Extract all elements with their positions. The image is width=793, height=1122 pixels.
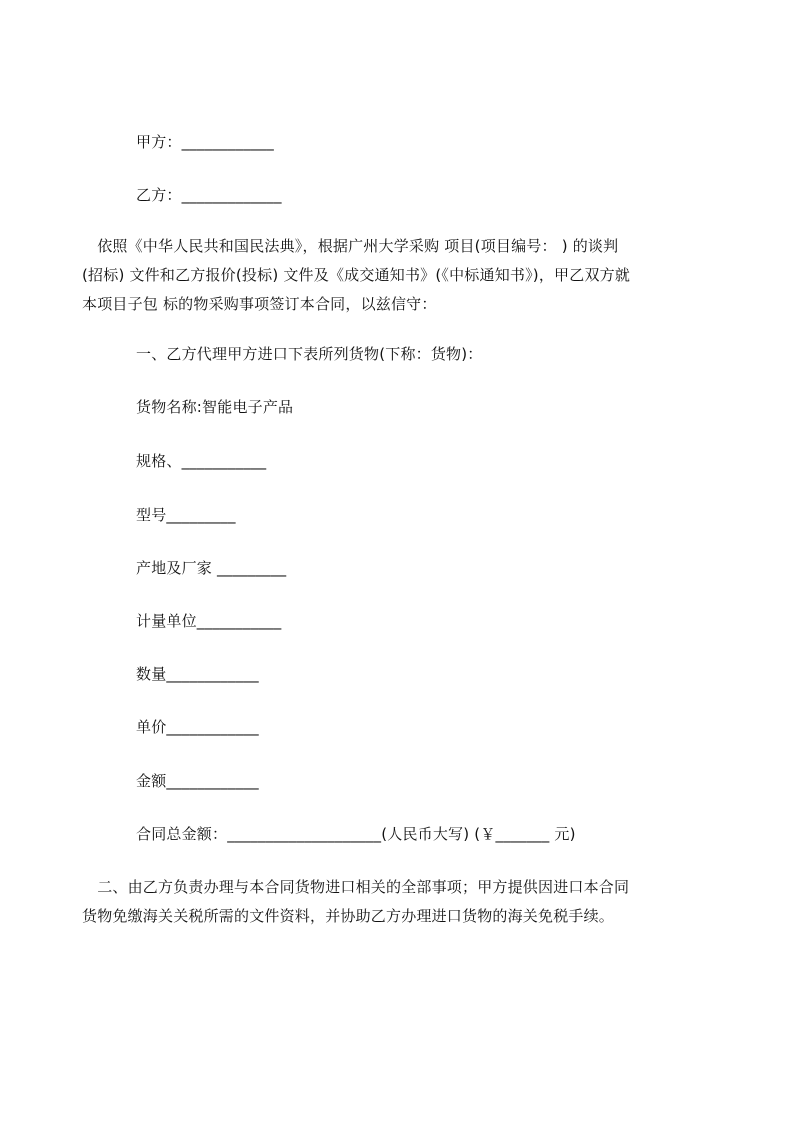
section-2-line-1: 二、由乙方负责办理与本合同货物进口相关的全部事项；甲方提供因进口本合同 xyxy=(82,878,630,896)
party-b-line: 乙方：_____________ xyxy=(136,186,282,204)
section-1-heading: 一、乙方代理甲方进口下表所列货物(下称：货物)： xyxy=(136,345,483,363)
section-2-line-2: 货物免缴海关关税所需的文件资料，并协助乙方办理进口货物的海关免税手续。 xyxy=(82,907,615,925)
model-field: 型号_________ xyxy=(136,506,236,524)
intro-line-1: 依照《中华人民共和国民法典》，根据广州大学采购 项目(项目编号： ) 的谈判 xyxy=(82,237,619,255)
intro-line-2: (招标) 文件和乙方报价(投标) 文件及《成交通知书》(《中标通知书》)，甲乙双方就 xyxy=(82,266,631,284)
quantity-field: 数量____________ xyxy=(136,665,259,683)
party-a-line: 甲方：____________ xyxy=(136,133,275,151)
amount-field: 金额____________ xyxy=(136,772,259,790)
intro-line-3: 本项目子包 标的物采购事项签订本合同，以兹信守： xyxy=(82,295,437,313)
goods-name-field: 货物名称:智能电子产品 xyxy=(136,398,294,416)
intro-paragraph xyxy=(82,232,722,319)
spec-field: 规格、___________ xyxy=(136,452,267,470)
origin-maker-field: 产地及厂家 _________ xyxy=(136,559,287,577)
unit-field: 计量单位___________ xyxy=(136,612,282,630)
section-2-paragraph xyxy=(82,873,722,931)
unit-price-field: 单价____________ xyxy=(136,718,259,736)
total-amount-field: 合同总金额：____________________(人民币大写) (￥_______ 元) xyxy=(136,825,576,843)
